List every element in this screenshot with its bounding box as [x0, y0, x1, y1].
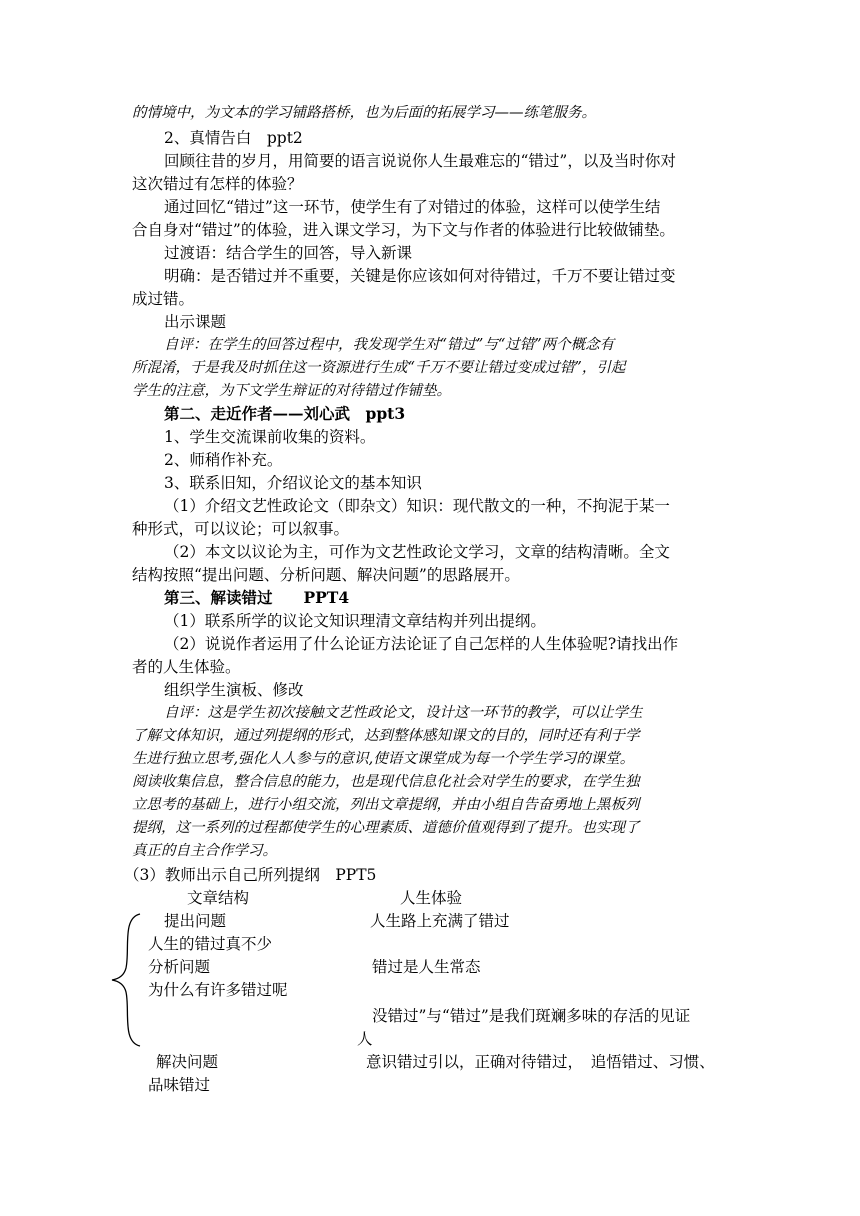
self-comment-line: 真正的自主合作学习。 [132, 843, 277, 859]
list-item: 3、联系旧知，介绍议论文的基本知识 [164, 474, 422, 492]
outline-experience: 没错过”与“错过”是我们斑斓多味的存活的见证 [372, 1007, 691, 1025]
paragraph-line: 者的人生体验。 [132, 658, 241, 676]
self-comment-line: 了解文体知识，通过列提纲的形式，达到整体感知课文的目的，同时还有利于学 [132, 728, 640, 744]
section-item: 2、真情告白 ppt2 [164, 129, 303, 147]
paragraph-line: （3）教师出示自己所列提纲 PPT5 [124, 866, 377, 884]
paragraph-line: 过渡语：结合学生的回答，导入新课 [164, 244, 413, 262]
outline-header-experience: 人生体验 [400, 889, 463, 907]
outline-structure: 分析问题 [148, 958, 211, 976]
paragraph-line: 回顾往昔的岁月，用简要的语言说说你人生最难忘的“错过”，以及当时你对 [164, 152, 676, 170]
paragraph-line: 结构按照“提出问题、分析问题、解决问题”的思路展开。 [132, 566, 520, 584]
paragraph-line: （1）联系所学的议论文知识理清文章结构并列出提纲。 [164, 612, 546, 630]
self-comment-line: 自评：在学生的回答过程中，我发现学生对“错过”与“过错”两个概念有 [164, 337, 615, 353]
self-comment-line: 阅读收集信息，整合信息的能力，也是现代信息化社会对学生的要求，在学生独 [132, 774, 640, 790]
paragraph-line: 的情境中，为文本的学习铺路搭桥，也为后面的拓展学习——练笔服务。 [132, 105, 596, 121]
list-item: 2、师稍作补充。 [164, 451, 283, 469]
outline-experience: 人生路上充满了错过 [370, 912, 510, 930]
paragraph-line: （1）介绍文艺性政论文（即杂文）知识：现代散文的一种，不拘泥于某一 [164, 497, 670, 515]
outline-structure: 提出问题 [164, 912, 227, 930]
outline-structure: 为什么有许多错过呢 [148, 981, 288, 999]
paragraph-line: （2）本文以议论为主，可作为文艺性政论文学习，文章的结构清晰。全文 [164, 543, 670, 561]
list-item: 1、学生交流课前收集的资料。 [164, 428, 376, 446]
paragraph-line: 明确：是否错过并不重要，关键是你应该如何对待错过，千万不要让错过变 [164, 267, 676, 285]
paragraph-line: 这次错过有怎样的体验？ [132, 175, 303, 193]
outline-experience: 品味错过 [148, 1076, 211, 1094]
self-comment-line: 学生的注意，为下文学生辩证的对待错过作铺垫。 [132, 383, 451, 399]
section-heading: 第二、走近作者——刘心武 ppt3 [164, 404, 406, 423]
self-comment-line: 立思考的基础上，进行小组交流，列出文章提纲，并由小组自告奋勇地上黑板列 [132, 797, 640, 813]
outline-header-structure: 文章结构 [187, 889, 250, 907]
self-comment-line: 生进行独立思考,强化人人参与的意识,使语文课堂成为每一个学生学习的课堂。 [132, 751, 635, 767]
paragraph-line: 合自身对“错过”的体验，进入课文学习，为下文与作者的体验进行比较做铺垫。 [132, 221, 675, 239]
paragraph-line: 成过错。 [132, 290, 195, 308]
brace-icon [108, 912, 148, 1048]
paragraph-line: 通过回忆“错过”这一环节，使学生有了对错过的体验，这样可以使学生结 [164, 198, 661, 216]
self-comment-line: 提纲，这一系列的过程都使学生的心理素质、道德价值观得到了提升。也实现了 [132, 820, 640, 836]
outline-experience: 人 [357, 1030, 373, 1048]
self-comment-line: 所混淆，于是我及时抓住这一资源进行生成“千万不要让错过变成过错”，引起 [132, 360, 626, 376]
paragraph-line: 组织学生演板、修改 [164, 681, 304, 699]
outline-structure: 人生的错过真不少 [148, 935, 273, 953]
paragraph-line: （2）说说作者运用了什么论证方法论证了自己怎样的人生体验呢?请找出作 [164, 635, 679, 653]
paragraph-line: 出示课题 [164, 313, 227, 331]
section-heading: 第三、解读错过 PPT4 [164, 588, 350, 607]
self-comment-line: 自评：这是学生初次接触文艺性政论文，设计这一环节的教学，可以让学生 [164, 705, 643, 721]
outline-experience: 意识错过引以，正确对待错过， 追悟错过、习惯、 [366, 1053, 715, 1071]
outline-structure: 解决问题 [156, 1053, 219, 1071]
outline-experience: 错过是人生常态 [372, 958, 481, 976]
paragraph-line: 种形式，可以议论；可以叙事。 [132, 520, 350, 538]
